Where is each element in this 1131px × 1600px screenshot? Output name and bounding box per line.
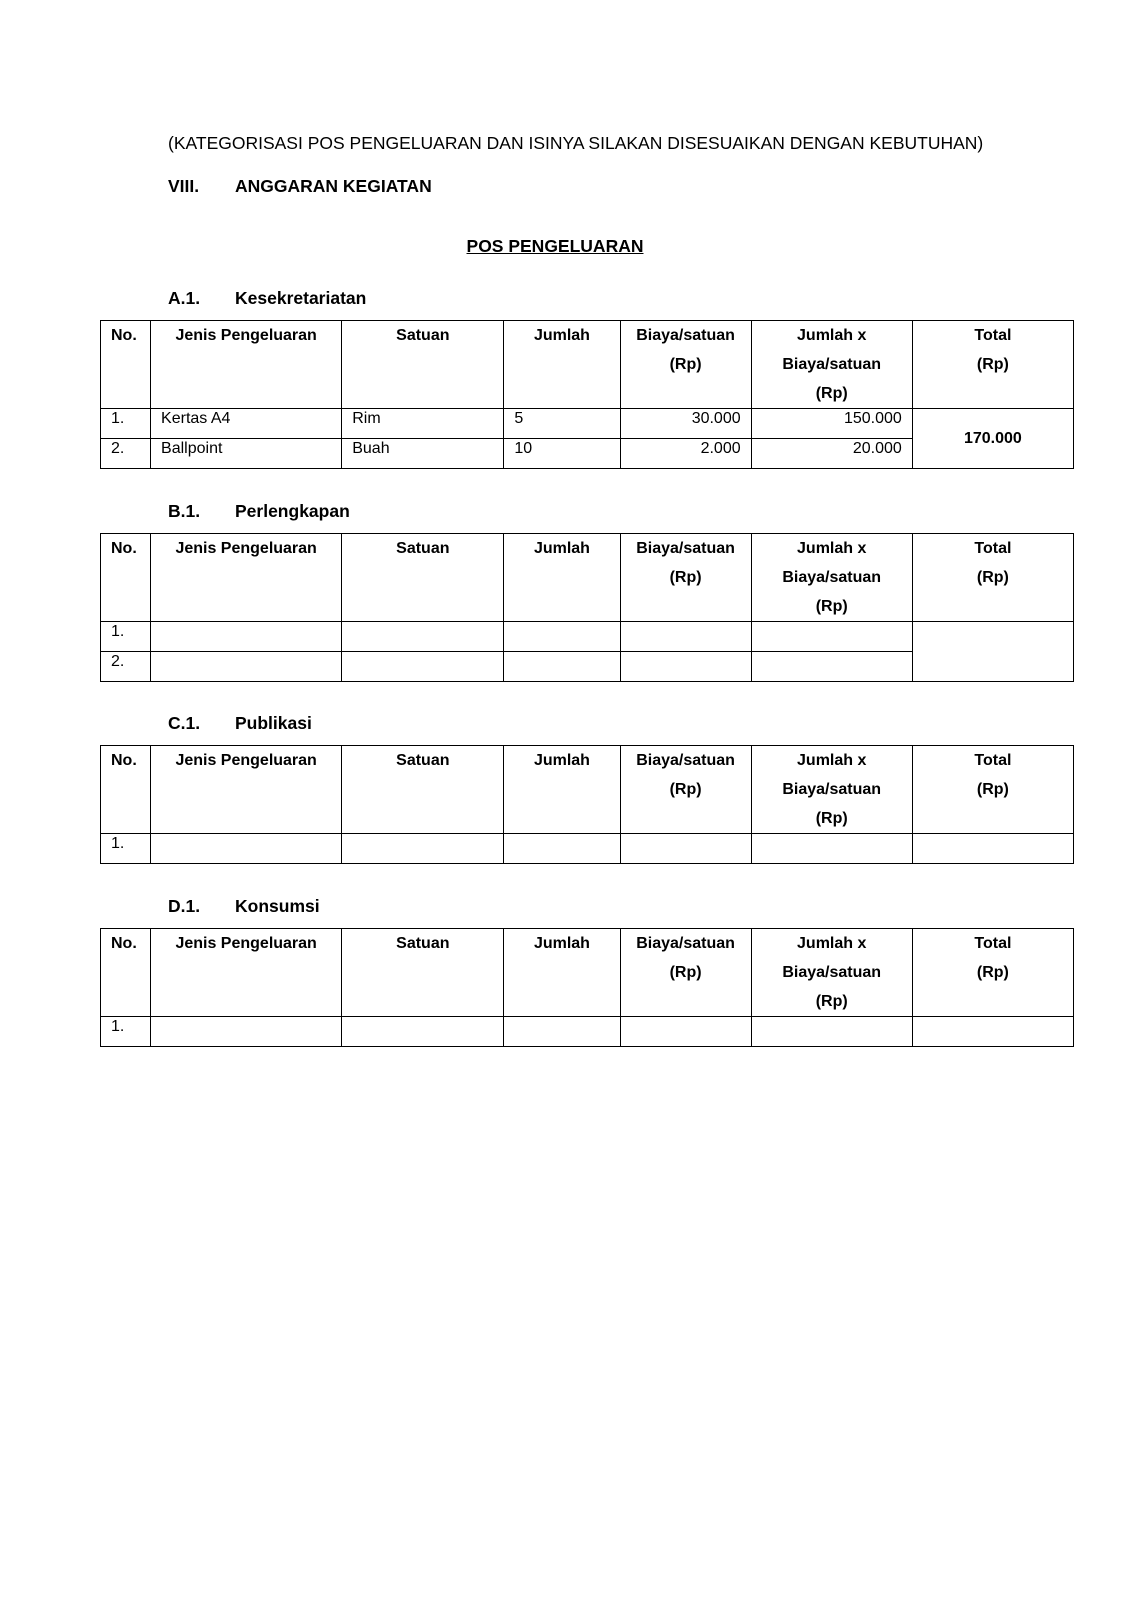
cell-total [912, 622, 1073, 682]
subsection-c1-title: Publikasi [235, 713, 312, 733]
cell-no: 1. [101, 409, 151, 439]
cell-satuan [342, 622, 504, 652]
cell-satuan [342, 834, 504, 864]
header-total [912, 321, 1073, 409]
table-header-row [101, 929, 1074, 1017]
cell-biaya: 30.000 [620, 409, 751, 439]
cell-biaya [620, 622, 751, 652]
cell-jxb [751, 622, 912, 652]
subsection-b1-code: B.1. [168, 501, 201, 521]
header-satuan: Satuan [342, 534, 504, 622]
header-biaya-line1: Biaya/satuan [636, 327, 735, 344]
header-total [912, 534, 1073, 622]
section-title: ANGGARAN KEGIATAN [235, 176, 432, 196]
table-row [101, 622, 1074, 652]
header-jxb-line1: Jumlah x [797, 752, 867, 769]
cell-jumlah [504, 622, 620, 652]
header-total-line1: Total [974, 327, 1012, 344]
header-total [912, 746, 1073, 834]
header-jenis: Jenis Pengeluaran [151, 929, 342, 1017]
cell-jenis: Ballpoint [151, 439, 342, 469]
cell-biaya [620, 652, 751, 682]
cell-satuan: Rim [342, 409, 504, 439]
header-biaya [620, 929, 751, 1017]
header-jxb-line3: (Rp) [815, 598, 848, 615]
header-jxb-line2: Biaya/satuan [782, 569, 882, 586]
header-jxb-line3: (Rp) [815, 810, 848, 827]
header-biaya-line2: (Rp) [669, 356, 702, 373]
header-biaya-line1: Biaya/satuan [636, 935, 735, 952]
table-header-row [101, 534, 1074, 622]
table-header-row [101, 321, 1074, 409]
header-total-line2: (Rp) [976, 964, 1009, 981]
subsection-a1-code: A.1. [168, 288, 201, 308]
header-satuan: Satuan [342, 929, 504, 1017]
subsection-b1-title: Perlengkapan [235, 501, 350, 521]
cell-satuan: Buah [342, 439, 504, 469]
subsection-d1-code: D.1. [168, 896, 201, 916]
header-biaya [620, 321, 751, 409]
subsection-a1-title: Kesekretariatan [235, 288, 367, 308]
cell-no: 1. [101, 1017, 151, 1047]
cell-jxb: 150.000 [751, 409, 912, 439]
cell-jumlah [504, 1017, 620, 1047]
header-no: No. [101, 746, 151, 834]
cell-no: 2. [101, 439, 151, 469]
cell-biaya: 2.000 [620, 439, 751, 469]
subsection-c1-heading [168, 713, 312, 734]
header-jenis: Jenis Pengeluaran [151, 746, 342, 834]
category-note: (KATEGORISASI POS PENGELUARAN DAN ISINYA SILAKAN DISESUAIKAN DENGAN KEBUTUHAN) [168, 133, 984, 153]
header-jumlah: Jumlah [504, 534, 620, 622]
cell-jxb: 20.000 [751, 439, 912, 469]
cell-total [912, 1017, 1073, 1047]
section-number: VIII. [168, 176, 200, 196]
header-jumlah: Jumlah [504, 746, 620, 834]
cell-jumlah [504, 834, 620, 864]
header-jxb-line1: Jumlah x [797, 327, 867, 344]
cell-jxb [751, 652, 912, 682]
header-no: No. [101, 534, 151, 622]
header-jxb-line3: (Rp) [815, 993, 848, 1010]
pos-title: POS PENGELUARAN [466, 236, 644, 256]
cell-total: 170.000 [912, 409, 1073, 469]
cell-satuan [342, 1017, 504, 1047]
cell-jumlah: 5 [504, 409, 620, 439]
header-biaya-line1: Biaya/satuan [636, 752, 735, 769]
cell-jenis: Kertas A4 [151, 409, 342, 439]
header-jxb-line2: Biaya/satuan [782, 356, 882, 373]
header-total-line2: (Rp) [976, 356, 1009, 373]
header-jxb [751, 746, 912, 834]
header-no: No. [101, 321, 151, 409]
header-total-line1: Total [974, 752, 1012, 769]
header-jxb-line1: Jumlah x [797, 935, 867, 952]
header-total-line1: Total [974, 540, 1012, 557]
table-d1 [100, 928, 1074, 1047]
section-heading [168, 176, 432, 197]
cell-jxb [751, 834, 912, 864]
header-jxb [751, 929, 912, 1017]
header-jxb-line2: Biaya/satuan [782, 964, 882, 981]
cell-biaya [620, 834, 751, 864]
header-jxb [751, 321, 912, 409]
header-no: No. [101, 929, 151, 1017]
cell-total [912, 834, 1073, 864]
cell-no: 1. [101, 622, 151, 652]
header-biaya-line2: (Rp) [669, 569, 702, 586]
header-total-line2: (Rp) [976, 569, 1009, 586]
table-a1 [100, 320, 1074, 469]
header-biaya [620, 746, 751, 834]
cell-biaya [620, 1017, 751, 1047]
cell-jxb [751, 1017, 912, 1047]
subsection-b1-heading [168, 501, 350, 522]
cell-jenis [151, 1017, 342, 1047]
cell-no: 1. [101, 834, 151, 864]
cell-jenis [151, 834, 342, 864]
table-row [101, 409, 1074, 439]
header-total-line1: Total [974, 935, 1012, 952]
header-jenis: Jenis Pengeluaran [151, 534, 342, 622]
header-satuan: Satuan [342, 746, 504, 834]
table-row [101, 1017, 1074, 1047]
cell-jenis [151, 622, 342, 652]
table-c1 [100, 745, 1074, 864]
header-biaya [620, 534, 751, 622]
header-jxb [751, 534, 912, 622]
header-total [912, 929, 1073, 1017]
table-header-row [101, 746, 1074, 834]
header-jenis: Jenis Pengeluaran [151, 321, 342, 409]
table-row [101, 834, 1074, 864]
header-jumlah: Jumlah [504, 321, 620, 409]
header-biaya-line2: (Rp) [669, 964, 702, 981]
cell-jumlah: 10 [504, 439, 620, 469]
subsection-c1-code: C.1. [168, 713, 201, 733]
header-satuan: Satuan [342, 321, 504, 409]
subsection-a1-heading [168, 288, 366, 309]
subsection-d1-title: Konsumsi [235, 896, 320, 916]
header-biaya-line1: Biaya/satuan [636, 540, 735, 557]
header-jxb-line2: Biaya/satuan [782, 781, 882, 798]
header-jxb-line3: (Rp) [815, 385, 848, 402]
subsection-d1-heading [168, 896, 320, 917]
cell-jenis [151, 652, 342, 682]
header-jxb-line1: Jumlah x [797, 540, 867, 557]
cell-jumlah [504, 652, 620, 682]
header-biaya-line2: (Rp) [669, 781, 702, 798]
table-b1 [100, 533, 1074, 682]
header-jumlah: Jumlah [504, 929, 620, 1017]
header-total-line2: (Rp) [976, 781, 1009, 798]
cell-no: 2. [101, 652, 151, 682]
cell-satuan [342, 652, 504, 682]
